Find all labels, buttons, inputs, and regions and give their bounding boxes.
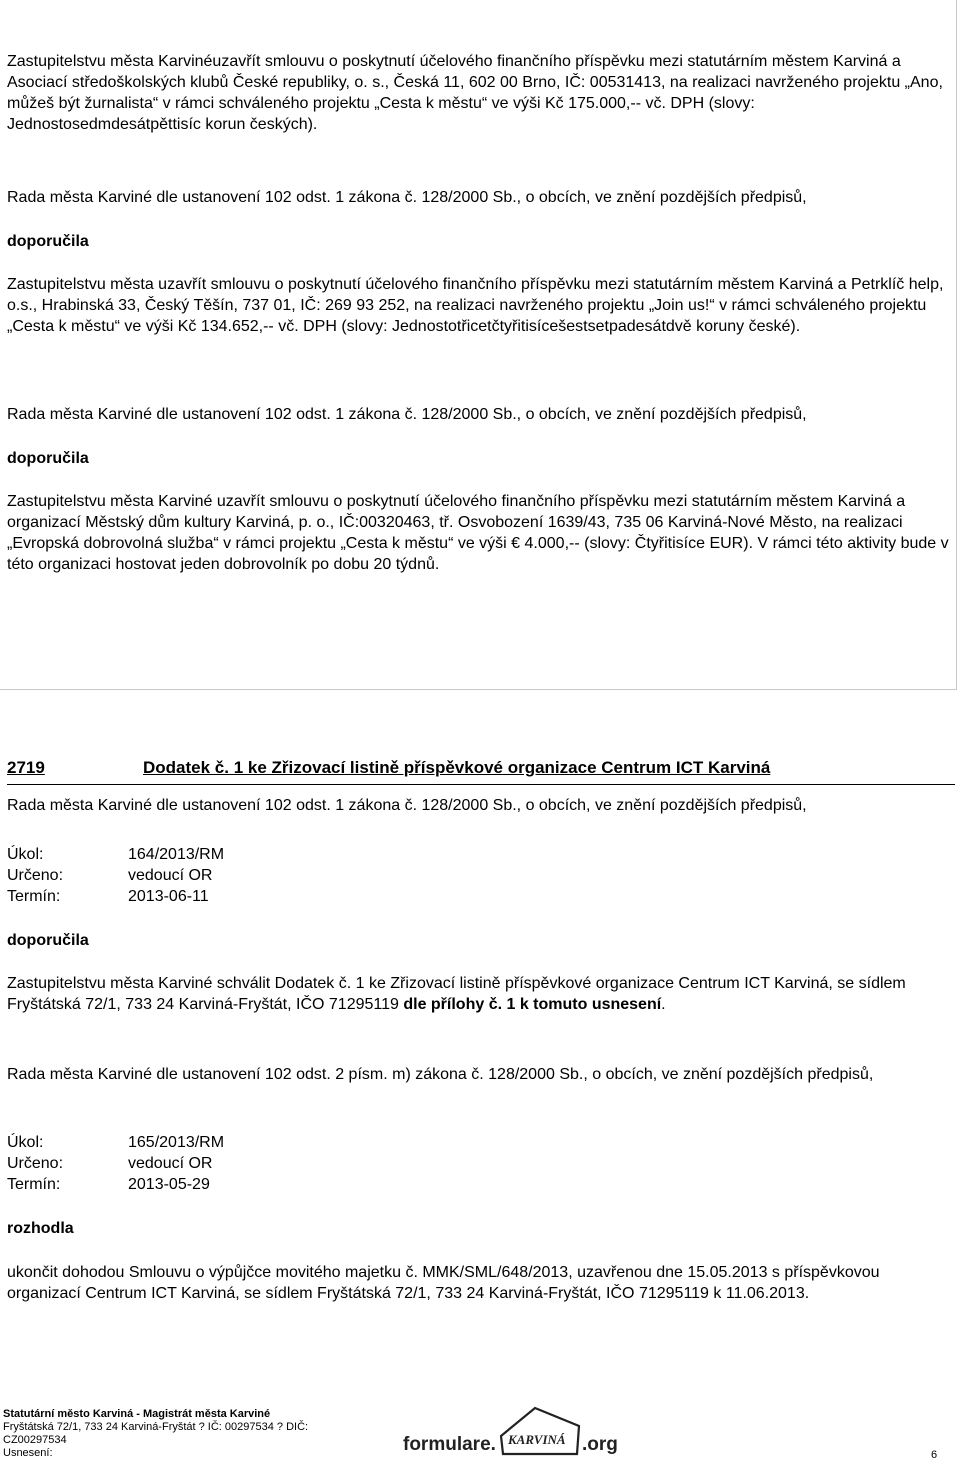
task-ukol-row [7,844,952,865]
ukol-label: Úkol: [7,1134,44,1151]
item-title: Dodatek č. 1 ke Zřizovací listině příspěvkové organizace Centrum ICT Karviná [143,758,771,777]
paragraph-mdk: Zastupitelstvu města Karviné uzavřít smlouvu o poskytnutí účelového finančního příspěvku mezi statutárním městem Karviná a organizací Městský dům kultury Karviná, p. o., IČ:00320463, tř. Osvobození 1639/43, 735 06 Karviná-Nové Město, na realizaci „Evropská dobrovolná služba“ v rámci projektu „Cesta k městu“ ve výši € 4.000,-- (slovy: Čtyřitisíce EUR). V rámci této aktivity bude v této organizaci hostovat jeden dobrovolník po dobu 20 týdnů. [7,493,949,573]
footer [3,1408,308,1460]
footer-title: Statutární město Karviná - Magistrát města Karviné [3,1408,271,1420]
task-block-2 [7,1132,952,1195]
rada-basis-4: Rada města Karviné dle ustanovení 102 odst. 2 písm. m) zákona č. 128/2000 Sb., o obcích, ve znění pozdějších předpisů, [7,1066,874,1083]
urceno-value: vedoucí OR [128,1155,213,1172]
dodatek-attachment-ref: dle přílohy č. 1 k tomuto usnesení [403,996,662,1013]
task-ukol-row [7,1132,952,1153]
logo-left-text: formulare. [403,1434,496,1455]
rada-basis-1: Rada města Karviné dle ustanovení 102 odst. 1 zákona č. 128/2000 Sb., o obcích, ve znění pozdějších předpisů, [7,189,807,206]
paragraph-petrklic: Zastupitelstvu města uzavřít smlouvu o poskytnutí účelového finančního příspěvku mezi statutárním městem Karviná a Petrklíč help, o.s., Hrabinská 33, Český Těšín, 737 01, IČ: 269 93 252, na realizaci navrženého projektu „Join us!“ v rámci schváleného projektu „Cesta k městu“ ve výši Kč 134.652,-- vč. DPH (slovy: Jednostotřicetčtyřitisícešestsetpadesátdvě koruny české). [7,276,944,335]
paragraph-dodatek [7,973,952,1015]
verdict-doporucila-3: doporučila [7,932,89,949]
verdict-doporucila-2: doporučila [7,450,89,467]
paragraph-vypujcka: ukončit dohodou Smlouvu o výpůjčce movitého majetku č. MMK/SML/648/2013, uzavřenou dne 15.05.2013 s příspěvkovou organizací Centrum ICT Karviná, se sídlem Fryštátská 72/1, 733 24 Karviná-Fryštát, IČO 71295119 k 11.06.2013. [7,1264,880,1302]
item-number: 2719 [7,758,45,777]
task-termin-row [7,886,952,907]
urceno-label: Určeno: [7,1155,64,1172]
urceno-label: Určeno: [7,867,64,884]
urceno-value: vedoucí OR [128,867,213,884]
logo-right-text: .org [582,1434,618,1455]
item-header [7,756,955,785]
termin-label: Termín: [7,1176,61,1193]
task-termin-row [7,1174,952,1195]
task-urceno-row [7,865,952,886]
rada-basis-2: Rada města Karviné dle ustanovení 102 odst. 1 zákona č. 128/2000 Sb., o obcích, ve znění pozdějších předpisů, [7,406,807,423]
ukol-label: Úkol: [7,846,44,863]
task-block-1 [7,844,952,907]
termin-value: 2013-06-11 [128,888,209,905]
paragraph-asociace: Zastupitelstvu města Karvinéuzavřít smlouvu o poskytnutí účelového finančního příspěvku mezi statutárním městem Karviná a Asociací středoškolských klubů České republiky, o. s., Česká 11, 602 00 Brno, IČ: 00531413, na realizaci navrženého projektu „Ano, můžeš být žurnalista“ v rámci schváleného projektu „Cesta k městu“ ve výši Kč 175.000,-- vč. DPH (slovy: Jednostosedmdesátpěttisíc korun českých). [7,53,943,133]
logo-mid-text: KARVINÁ [508,1432,566,1447]
dodatek-text: Zastupitelstvu města Karviné schválit Dodatek č. 1 ke Zřizovací listině příspěvkové organizace Centrum ICT Karviná, se sídlem Fryštátská 72/1, 733 24 Karviná-Fryštát, IČO 71295119 [7,975,906,1013]
page-number: 6 [931,1449,938,1461]
footer-section: Usnesení: [3,1447,53,1459]
task-urceno-row [7,1153,952,1174]
termin-value: 2013-05-29 [128,1176,210,1193]
formulare-logo [403,1404,618,1460]
rada-basis-3: Rada města Karviné dle ustanovení 102 odst. 1 zákona č. 128/2000 Sb., o obcích, ve znění pozdějších předpisů, [7,797,807,814]
verdict-rozhodla: rozhodla [7,1220,74,1237]
ukol-value: 165/2013/RM [128,1134,225,1151]
verdict-doporucila-1: doporučila [7,233,89,250]
dodatek-end: . [661,996,666,1013]
termin-label: Termín: [7,888,61,905]
ukol-value: 164/2013/RM [128,846,225,863]
footer-dic: CZ00297534 [3,1434,67,1446]
footer-address: Fryštátská 72/1, 733 24 Karviná-Fryštát ? IČ: 00297534 ? DIČ: [3,1421,309,1433]
